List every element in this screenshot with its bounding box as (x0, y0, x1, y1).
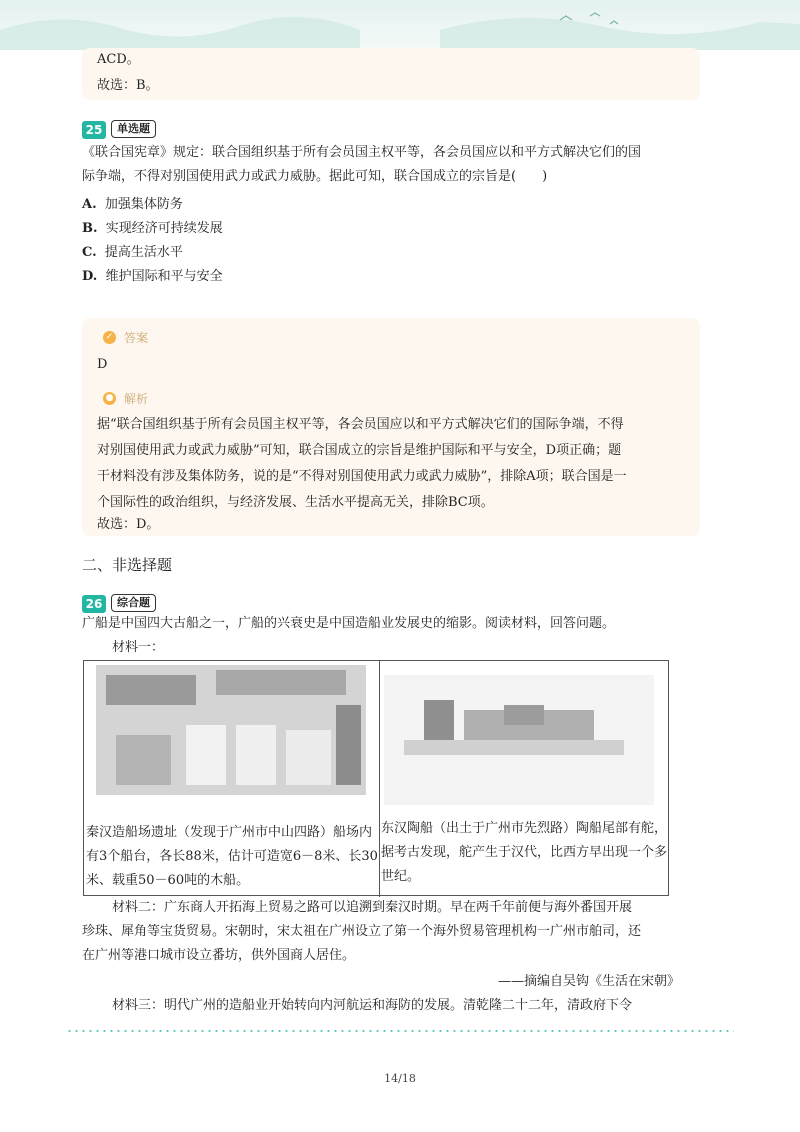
shipyard-photo-illustration-icon (96, 665, 366, 795)
answer-label: 答案 (124, 331, 149, 345)
pottery-boat-photo (384, 675, 654, 805)
prev-analysis-box (82, 48, 700, 100)
material-label: 材料一： (112, 640, 165, 655)
option-a[interactable]: A. 加强集体防务 (82, 197, 183, 212)
analysis-line: 据“联合国组织基于所有会员国主权平等，各会员国应以和平方式解决它们的国际争端，不得 (97, 417, 624, 432)
option-b[interactable]: B. 实现经济可持续发展 (82, 221, 223, 236)
shipyard-site-photo (96, 665, 366, 795)
analysis-line: 对别国使用武力或武力威胁”可知，联合国成立的宗旨是维护国际和平与安全，D项正确；题 (97, 443, 622, 458)
material-source: ——摘编自吴钩《生活在宋朝》 (498, 974, 681, 989)
pottery-boat-caption: 东汉陶船（出土于广州市先烈路）陶船尾部有舵，据考古发现，舵产生于汉代，比西方早出现一个多世纪。 (381, 821, 668, 884)
question-type-badge: 单选题 (111, 120, 156, 138)
wave-decoration-icon (0, 0, 800, 50)
prev-analysis-conclusion: 故选：B。 (97, 78, 159, 93)
option-c[interactable]: C. 提高生活水平 (82, 245, 183, 260)
question-type-badge: 综合题 (111, 594, 156, 612)
question-stem: 际争端，不得对别国使用武力或武力威胁。据此可知，联合国成立的宗旨是( ) (82, 169, 548, 184)
analysis-label: 解析 (124, 392, 149, 406)
option-d[interactable]: D. 维护国际和平与安全 (82, 269, 223, 284)
lightbulb-icon: ● (103, 392, 116, 405)
check-icon: ✓ (103, 331, 116, 344)
prev-analysis-line: ACD。 (97, 52, 140, 67)
material-paragraph: 珍珠、犀角等宝货贸易。宋朝时，宋太祖在广州设立了第一个海外贸易管理机构一广州市舶司，还 (82, 924, 642, 939)
question-intro: 广船是中国四大古船之一，广船的兴衰史是中国造船业发展史的缩影。阅读材料，回答问题。 (82, 616, 616, 631)
page-number: 14/18 (384, 1072, 416, 1085)
material-table (83, 660, 669, 896)
material-paragraph: 在广州等港口城市设立番坊，供外国商人居住。 (82, 948, 356, 963)
answer-value: D (97, 357, 108, 372)
question-stem: 《联合国宪章》规定：联合国组织基于所有会员国主权平等，各会员国应以和平方式解决它们的国 (82, 145, 642, 160)
material-paragraph: 材料二：广东商人开拓海上贸易之路可以追溯到秦汉时期。早在两千年前便与海外番国开展 (112, 900, 633, 915)
table-divider (379, 661, 380, 897)
pottery-boat-illustration-icon (384, 675, 654, 805)
analysis-line: 个国际性的政治组织，与经济发展、生活水平提高无关，排除BC项。 (97, 495, 494, 510)
section-title: 二、非选择题 (82, 556, 173, 574)
material-paragraph: 材料三：明代广州的造船业开始转向内河航运和海防的发展。清乾隆二十二年，清政府下令 (112, 998, 633, 1013)
footer-dotted-divider (66, 1030, 734, 1032)
analysis-line: 干材料没有涉及集体防务，说的是“不得对别国使用武力或武力威胁”，排除A项；联合国是一 (97, 469, 627, 484)
question-number-26: 26 (82, 595, 106, 613)
analysis-conclusion: 故选：D。 (97, 517, 160, 532)
header-banner (0, 0, 800, 50)
question-number-25: 25 (82, 121, 106, 139)
shipyard-caption: 秦汉造船场遗址（发现于广州市中山四路）船场内有3个船台，各长88米，估计可造宽6－8米、长30米、载重50－60吨的木船。 (86, 825, 378, 888)
